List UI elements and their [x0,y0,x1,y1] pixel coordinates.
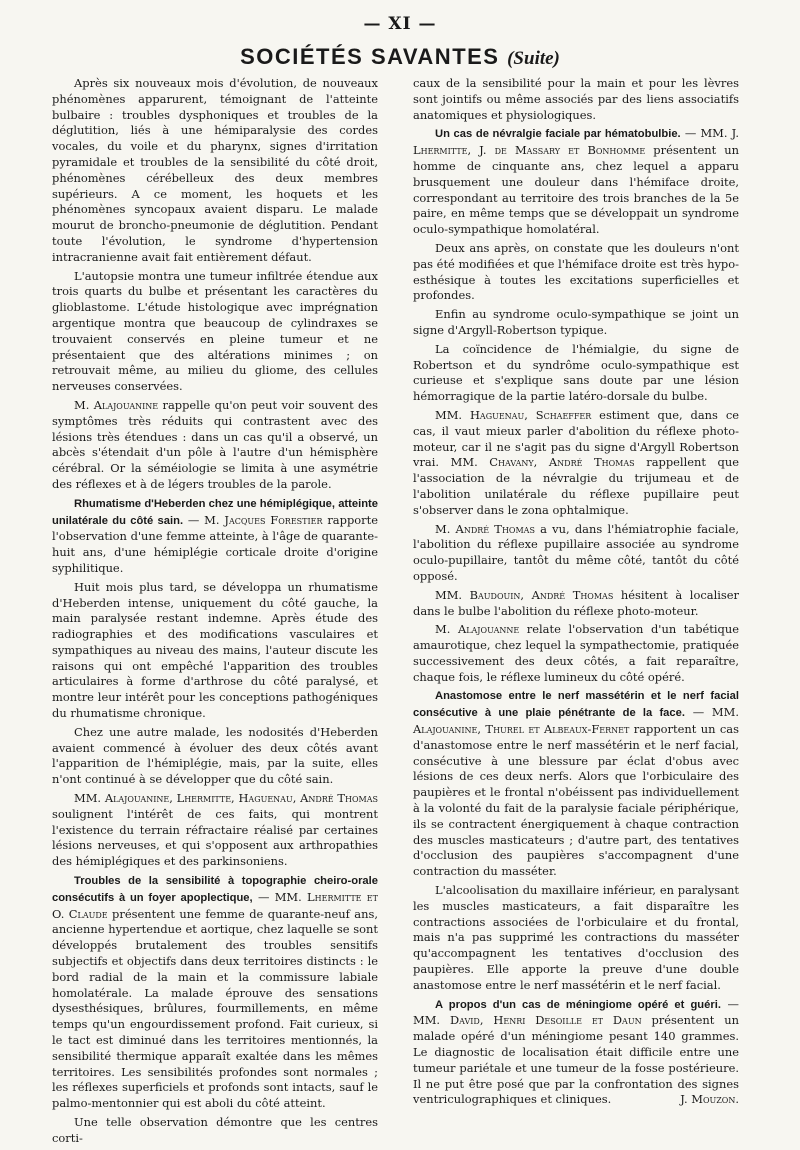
section-suite: (Suite) [507,48,560,69]
paragraph: L'alcoolisation du maxillaire inférieur, en paralysant les muscles masticateurs, a fait disparaître les contractions associées de l'orbiculaire et du frontal, mais n'a pas supprimé les contractions du masséter qu'accompagnent les tentatives d'occlusion des paupières. Elle apporte la preuve d'une double anastomose entre le nerf massétérin et le nerf facial. [413,883,739,992]
paragraph: Chez une autre malade, les nodosités d'Heberden avaient commencé à évoluer des deux côtés avant l'apparition de l'hémiplégie, mais, par la suite, elles n'ont continué à se développer que du côté sain. [52,724,378,787]
paragraph-text: présentent un malade opéré d'un méningiome pesant 140 grammes. Le diagnostic de localisation était difficile entre une tumeur pariétale et une tumeur de la fosse postérieure. Il ne put être posé que par la confrontation des signes ventriculographiques et cliniques. [413,1013,739,1107]
paragraph: L'autopsie montra une tumeur infiltrée étendue aux trois quarts du bulbe et présentant les caractères du glioblastome. L'étude histologique avec imprégnation argentique montra que beaucoup de cylindraxes se trouvaient conservés en pleine tumeur et ne présentaient que des altérations minimes ; on retrouvait même, au milieu du gliome, des cellules nerveuses conservées. [52,268,378,394]
paragraph-text: présentent une femme de quarante-neuf ans, ancienne hypertendue et aortique, chez laquelle se sont développés brutalement des troubles sensitifs subjectifs et objectifs dans deux territoires distincts : le bord radial de la main et la commissure labiale homolatérale. La malade éprouve des sensations dysesthésiques, brûlures, fourmillements, en même temps qu'un engourdissement profond. Fait curieux, si le tact est diminué dans les territoires mentionnés, la sensibilité thermique apparaît exaltée dans les mêmes territoires. Les sensibilités profondes sont normales ; les réflexes superficiels et profonds sont intacts, sauf le palmo-mentonnier qui est aboli du côté atteint. [52,906,378,1111]
paragraph-text: a vu, dans l'hémiatrophie faciale, l'abolition du réflexe pupillaire associée au syndrome oculo-pupillaire, tantôt du même côté, tantôt du côté opposé. [413,521,739,583]
author-names: MM. Chavany, André Thomas [450,455,635,470]
page-folio: — XI — [363,14,437,34]
paragraph-text: présentent un homme de cinquante ans, chez lequel a apparu brusquement une douleur dans l'hémiface droite, correspondant au territoire des trois branches de la 5e paire, en même temps que se développait un syndrome oculo-sympathique homolatéral. [413,143,739,237]
communication-paragraph [413,997,739,1109]
author-names: — MM. David, Henri Desoille et Daun [413,996,739,1028]
paragraph-text: soulignent l'intérêt de ces faits, qui montrent l'existence du terrain réfractaire réalisé par certaines lésions nerveuses, et qui s'opposent aux arthropathies des hémiplégiques et des parkinsoniens. [52,806,378,869]
communication-title: Un cas de névralgie faciale par hématobulbie. [435,128,681,141]
author-names: M. André Thomas [435,521,535,536]
communication-title: Anastomose entre le nerf massétérin et le nerf facial consécutive à une plaie pénétrante de la face. [413,690,739,720]
paragraph [413,588,739,620]
communication-title: Troubles de la sensibilité à topographie cheiro-orale consécutifs à un foyer apoplectique, [52,875,378,904]
running-head [0,44,800,70]
author-names: MM. Baudouin, André Thomas [435,587,614,602]
paragraph [52,398,378,493]
paragraph-text: relate l'observation d'un tabétique amaurotique, chez lequel la sympathectomie, pratiquée successivement des deux côtés, a fait reparaître, chaque fois, le réflexe lumineux du côté opéré. [413,622,739,684]
section-title: SOCIÉTÉS SAVANTES [240,44,500,69]
communication-paragraph [413,688,739,880]
author-names: — MM. Alajouanine, Thurel et Albeaux-Fernet [413,705,739,737]
paragraph [413,622,739,685]
communication-paragraph [52,873,378,1112]
author-names: M. Alajouanne [435,622,520,637]
paragraph: Deux ans après, on constate que les douleurs n'ont pas été modifiées et que l'hémiface droite est très hypo-esthésique à toutes les excitations superficielles et profondes. [413,240,739,303]
paragraph-text: rappelle qu'on peut voir souvent des symptômes très réduits qui contrastent avec des lésions très étendues : dans un cas qu'il a observé, un abcès s'étendait d'un pôle à l'autre d'un hémisphère cérébral. Or la séméiologie se limita à une asymétrie des réflexes et à de légers troubles de la parole. [52,397,378,491]
author-names: — MM. Lhermitte et O. Claude [52,889,378,921]
paragraph-text: rapportent un cas d'anastomose entre le nerf massétérin et le nerf facial, consécutive à une blessure par éclat d'obus avec lésions de ces deux nerfs. Alors que l'orbiculaire des paupières et le frontal n'obéissent pas individuellement à la volonté du fait de la paralysie faciale périphérique, ils se contractent énergiquement à chaque contraction des muscles masticateurs ; d'autre part, des tentatives d'occlusion des paupières s'accompagnent d'une contraction du masséter. [413,722,739,879]
author-names: MM. Haguenau, Schaeffer [435,407,592,422]
author-names: — MM. J. Lhermitte, J. de Massary et Bonhomme [413,126,739,158]
paragraph-text: hésitent à localiser dans le bulbe l'abolition du réflexe photo-moteur. [413,587,739,618]
right-column [413,76,739,1111]
paragraph-text: rappellent que l'association de la névralgie du trijumeau et de l'abolition unilatérale du réflexe pupillaire peut s'observer dans le zona ophtalmique. [413,455,740,517]
left-column [52,76,378,1150]
author-name: M. Alajouanine [74,397,159,412]
communication-title: A propos d'un cas de méningiome opéré et guéri. [435,998,721,1011]
paragraph [413,522,739,585]
paragraph: Après six nouveaux mois d'évolution, de nouveaux phénomènes apparurent, témoignant de l'atteinte bulbaire : troubles dysphoniques et troubles de la déglutition, liés à une hémiparalysie des cordes vocales, du voile et du pharynx, signes d'irritation pyramidale et troubles de la sensibilité du côté droit, phénomènes cérébelleux des deux membres supérieurs. A ce moment, les hoquets et les phénomènes syncopaux avaient disparu. Le malade mourut de broncho-pneumonie de déglutition. Pendant toute l'évolution, le syndrome d'hypertension intracranienne avait fait entièrement défaut. [52,76,378,264]
communication-title: Rhumatisme d'Heberden chez une hémiplégique, atteinte unilatérale du côté sain. [52,497,378,527]
paragraph-text: estiment que, dans ce cas, il vaut mieux parler d'abolition du réflexe photo-moteur, car il ne s'agit pas du signe d'Argyll Robertson vrai. [413,407,739,470]
paragraph [52,791,378,870]
author-names: MM. Alajouanine, Lhermitte, Haguenau, André Thomas [74,791,378,806]
paragraph: Huit mois plus tard, se développa un rhumatisme d'Heberden intense, uniquement du côté gauche, la main paralysée restant indemne. Après étude des radiographies et des modifications vasculaires et sympathiques au niveau des mains, l'auteur discute les raisons qui ont empêché l'apparition des troubles articulaires à forme d'arthrose du côté paralysé, et montre leur intérêt pour les conceptions pathogéniques du rhumatisme chronique. [52,579,378,721]
paragraph-continued: caux de la sensibilité pour la main et pour les lèvres sont jointifs ou même associés par des liens associatifs anatomiques et physiologiques. [413,76,739,122]
paragraph-text: rapporte l'observation d'une femme atteinte, à l'âge de quarante-huit ans, d'une hémiplégie corticale droite d'origine syphilitique. [52,512,378,575]
paragraph [413,408,739,519]
paragraph: Enfin au syndrome oculo-sympathique se joint un signe d'Argyll-Robertson typique. [413,307,739,337]
communication-paragraph [52,496,378,577]
communication-paragraph [413,126,739,238]
author-names: — M. Jacques Forestier [183,512,323,527]
paragraph: Une telle observation démontre que les centres corti- [52,1115,378,1145]
paragraph: La coïncidence de l'hémialgie, du signe de Robertson et du syndrôme oculo-sympathique est curieuse et s'explique sans doute par une lésion hémorragique de la partie latéro-dorsale du bulbe. [413,341,739,404]
signature: J. Mouzon. [680,1092,739,1107]
